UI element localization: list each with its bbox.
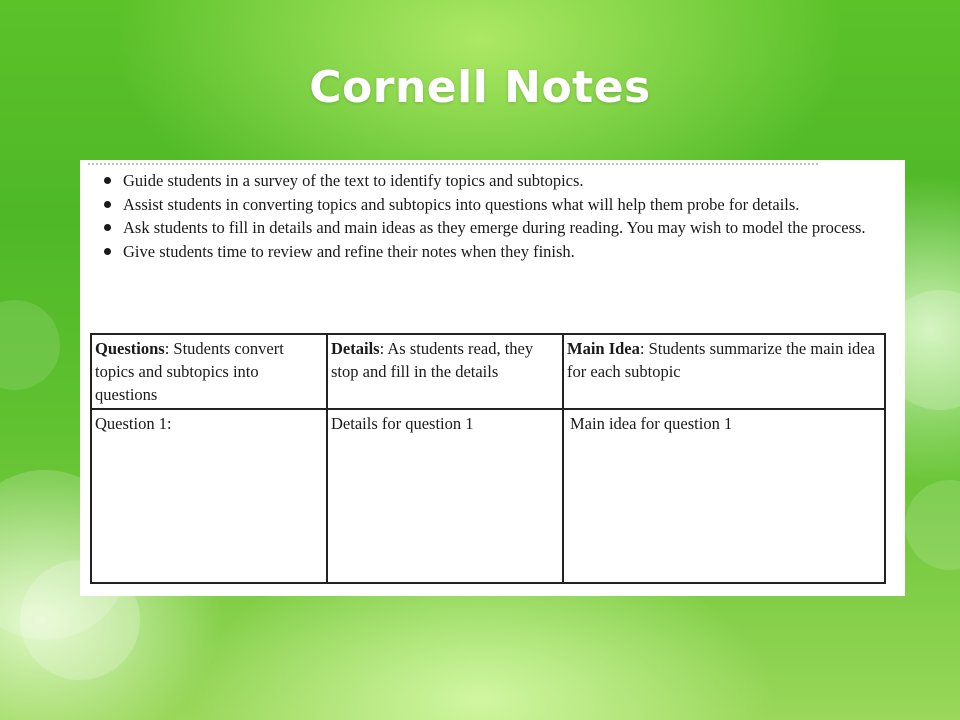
header-cell-details: [327, 334, 563, 409]
header-cell-questions: [91, 334, 327, 409]
list-item: [104, 240, 894, 264]
header-term: Questions: [95, 339, 165, 358]
background-bubble: [0, 300, 60, 390]
bullet-icon: [104, 177, 111, 184]
header-description: : Students summarize the main idea for each subtopic: [567, 339, 875, 381]
list-item: [104, 193, 894, 217]
header-description: : Students convert topics and subtopics into questions: [95, 339, 284, 404]
header-description: : As students read, they stop and fill in the details: [331, 339, 534, 381]
table-cell: Question 1:: [91, 409, 327, 583]
background-bubble: [905, 480, 960, 570]
bullet-icon: [104, 224, 111, 231]
table-cell: Main idea for question 1: [563, 409, 885, 583]
header-term: Main Idea: [567, 339, 640, 358]
list-item-text: Assist students in converting topics and subtopics into questions what will help them probe for details.: [123, 194, 800, 214]
list-item-text: Give students time to review and refine their notes when they finish.: [123, 241, 575, 261]
header-cell-main-idea: [563, 334, 885, 409]
bullet-icon: [104, 201, 111, 208]
cornell-notes-table: [90, 333, 886, 584]
bullet-icon: [104, 248, 111, 255]
table-cell: Details for question 1: [327, 409, 563, 583]
document-image: [80, 160, 905, 596]
instruction-list: [104, 169, 894, 263]
list-item: [104, 169, 894, 193]
slide-title: Cornell Notes: [309, 62, 651, 113]
header-term: Details: [331, 339, 380, 358]
list-item-text: Guide students in a survey of the text to identify topics and subtopics.: [123, 171, 584, 190]
table-header-row: [91, 334, 885, 409]
list-item-text: Ask students to fill in details and main ideas as they emerge during reading. You may wish to model the process.: [123, 218, 866, 237]
table-row: [91, 409, 885, 583]
list-item: [104, 216, 894, 240]
cropped-text-line: [88, 160, 818, 165]
